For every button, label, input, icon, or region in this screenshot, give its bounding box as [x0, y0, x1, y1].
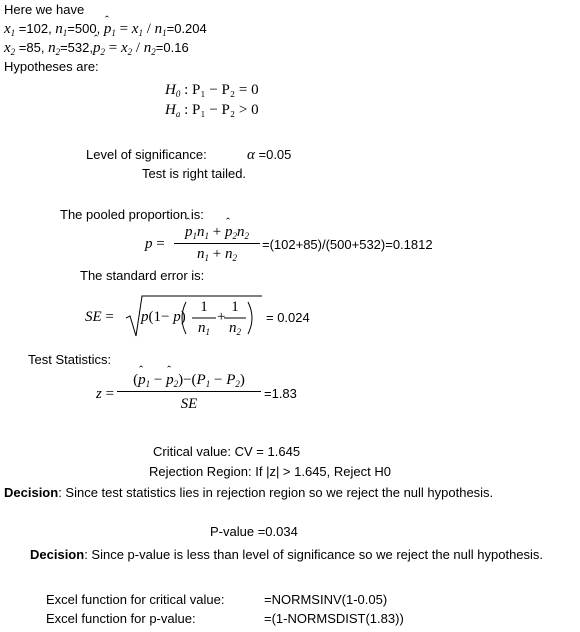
- excel-critical-label: Excel function for critical value:: [46, 592, 225, 607]
- significance-label: Level of significance:: [86, 147, 207, 162]
- pooled-fraction-bar: [174, 243, 260, 244]
- critical-value: Critical value: CV = 1.645: [153, 444, 301, 459]
- excel-critical-value: =NORMSINV(1-0.05): [264, 592, 388, 607]
- hypotheses-label: Hypotheses are:: [4, 59, 99, 74]
- test-stat-label: Test Statistics:: [28, 352, 112, 367]
- pooled-result: =(102+85)/(500+532)=0.1812: [262, 237, 433, 252]
- se-n1: $n_1$: [198, 320, 210, 337]
- significance-value: α =0.05: [247, 147, 292, 163]
- se-plus: +: [217, 309, 226, 325]
- pooled-lhs: p =: [145, 236, 165, 252]
- intro-text: Here we have: [4, 2, 85, 17]
- test-stat-lhs: z =: [96, 386, 115, 402]
- test-stat-fraction-bar: [117, 391, 261, 392]
- se-n2: $n_2$: [229, 320, 241, 337]
- se-label: The standard error is:: [80, 268, 205, 283]
- decision-1: Decision: Since test statistics lies in rejection region so we reject the null hypothesis.: [4, 485, 494, 500]
- se-inner: p(1− p): [141, 309, 186, 325]
- pooled-numerator: ˆ $p_1n_1$ + ˆ $p_2n_2$: [174, 224, 260, 241]
- se-lhs: SE =: [85, 309, 114, 325]
- pooled-denominator: $n_1 + n_2$: [197, 246, 237, 263]
- test-stat-result: =1.83: [264, 386, 297, 401]
- given-line-2: $x_2 =85$, $n_2=532,ˆ$ $p_2 = x_2 / n_2=0.16$: [4, 40, 189, 60]
- alternative-hypothesis: $H_a$ : P₁ − P₂ > 0: [165, 102, 259, 119]
- decision-2: Decision: Since p-value is less than level of significance so we reject the null hypothesis.: [30, 547, 544, 562]
- se-one-a: 1: [200, 299, 208, 315]
- test-stat-numerator: (ˆ $p_1$ − ˆ $p_2)-(P_1 - P_2)$: [117, 372, 261, 389]
- pooled-label: The pooled proportion is:: [60, 207, 204, 222]
- test-stat-denominator: SE: [180, 396, 198, 412]
- null-hypothesis: $H_0$ : P₁ − P₂ = 0: [165, 82, 259, 99]
- rejection-region: Rejection Region: If |z| > 1.645, Reject H0: [149, 464, 391, 479]
- tail-text: Test is right tailed.: [142, 166, 247, 181]
- se-result: = 0.024: [266, 310, 310, 325]
- se-one-b: 1: [231, 299, 239, 315]
- given-line-1: $x_1 =102$, $n_1=500$, ˆ $p_1 = x_1 / n_1=0.204$: [4, 21, 207, 41]
- p-value: P-value =0.034: [210, 524, 298, 539]
- excel-p-label: Excel function for p-value:: [46, 611, 196, 626]
- excel-p-value: =(1-NORMSDIST(1.83)): [264, 611, 404, 626]
